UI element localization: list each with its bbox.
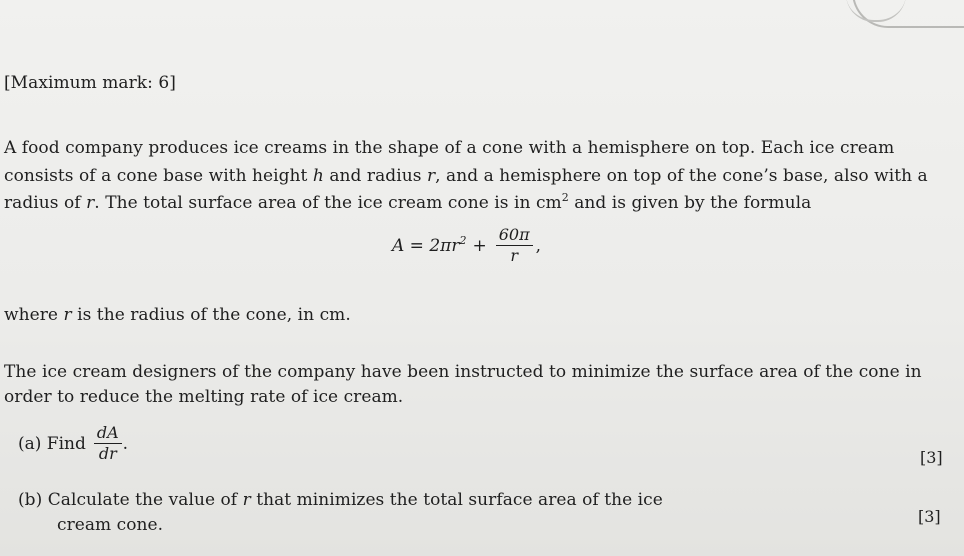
part-a-marks: [3] xyxy=(920,448,943,467)
surface-area-formula xyxy=(392,226,541,265)
formula-plus: + xyxy=(472,235,487,256)
formula-comma: , xyxy=(535,235,541,256)
designers-line-1: The ice cream designers of the company have been instructed to minimize the surface area of the cone in xyxy=(4,362,922,382)
part-b-line-1: (b) Calculate the value of r that minimizes the total surface area of the ice xyxy=(18,490,663,510)
derivative-fraction: $\frac{dA}{dr}$ xyxy=(94,424,122,463)
designers-line-2: order to reduce the melting rate of ice cream. xyxy=(4,387,404,407)
where-text: where r is the radius of the cone, in cm. xyxy=(4,305,351,325)
intro-line-2: consists of a cone base with height h and radius r, and a hemisphere on top of the cone’s base, also with a xyxy=(4,166,928,186)
formula-fraction: $\frac{60\pi}{r}$ xyxy=(496,226,533,265)
intro-line-1: A food company produces ice creams in the shape of a cone with a hemisphere on top. Each ice cream xyxy=(4,138,895,158)
part-b-marks: [3] xyxy=(918,507,941,526)
formula-lhs: $A = 2\pi r^2$ xyxy=(392,233,467,256)
maximum-mark: [Maximum mark: 6] xyxy=(4,73,176,93)
intro-line-3: radius of r. The total surface area of the ice cream cone is in $cm^2$ and is given by the formula xyxy=(4,191,812,213)
part-b-line-2: cream cone. xyxy=(57,515,164,535)
part-a-question: (a) Find $\frac{dA}{dr}$ . xyxy=(18,423,129,463)
